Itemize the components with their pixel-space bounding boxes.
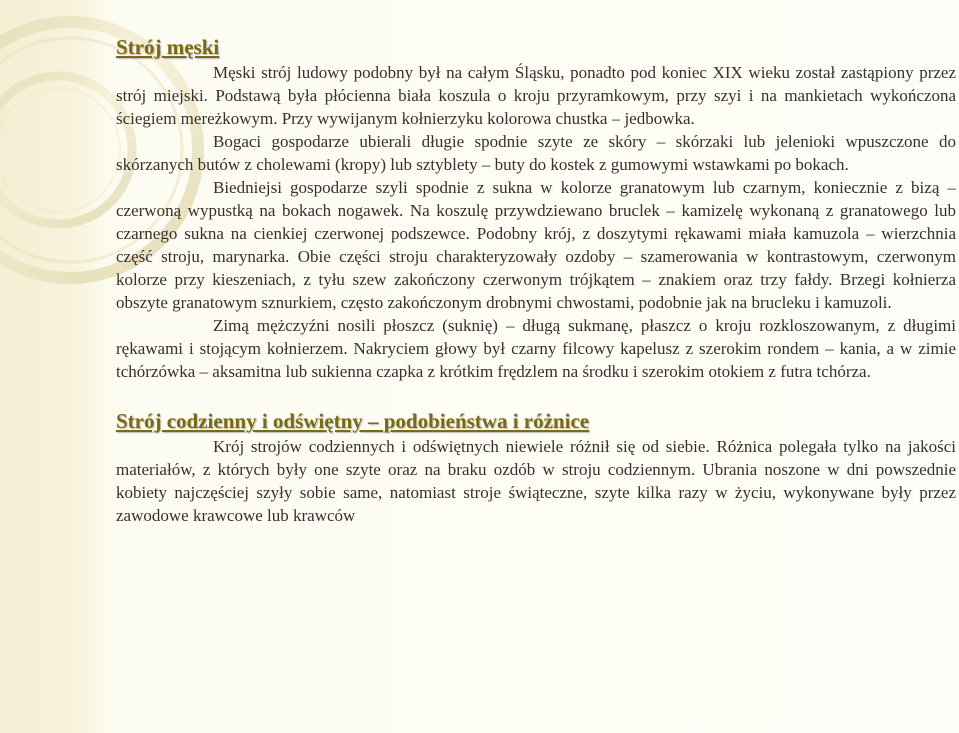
section-heading-everyday-festive: Strój codzienny i odświętny – podobieństwa i różnice bbox=[116, 409, 590, 433]
paragraph: Biedniejsi gospodarze szyli spodnie z sukna w kolorze granatowym lub czarnym, koniecznie z bizą – czerwoną wypustką na bokach nogawek. Na koszulę przywdziewano bruclek – kamizelę wykonaną z granatowego lub czarnego sukna na cienkiej czerwonej podszewce. Podobny krój, z doszytymi rękawami miała kamuzola – wierzchnia część stroju, marynarka. Obie części stroju charakteryzowały ozdoby – szamerowania w kontrastowym, czerwonym kolorze przy kieszeniach, z tyłu szew zakończony czerwonym trójkątem – znakiem oraz trzy fałdy. Brzegi kołnierza obszyte granatowym sznurkiem, często zakończonym drobnymi chwostami, podobnie jak na brucleku i kamuzoli. bbox=[116, 178, 956, 312]
slide-content bbox=[116, 33, 956, 527]
paragraph: Bogaci gospodarze ubierali długie spodnie szyte ze skóry – skórzaki lub jelenioki wpuszczone do skórzanych butów z cholewami (kropy) lub sztyblety – buty do kostek z gumowymi wstawkami po bokach. bbox=[116, 132, 956, 174]
section-heading-mens-costume: Strój męski bbox=[116, 35, 220, 59]
paragraph: Krój strojów codziennych i odświętnych niewiele różnił się od siebie. Różnica polegała tylko na jakości materiałów, z których były one szyte oraz na braku ozdób w stroju codziennym. Ubrania noszone w dni powszednie kobiety najczęściej szyły sobie same, natomiast stroje świąteczne, szyte kilka razy w życiu, wykonywane były przez zawodowe krawcowe lub krawców bbox=[116, 437, 956, 525]
paragraph: Męski strój ludowy podobny był na całym Śląsku, ponadto pod koniec XIX wieku został zastąpiony przez strój miejski. Podstawą była płócienna biała koszula o kroju przyramkowym, przy szyi i na mankietach wykończona ściegiem mereżkowym. Przy wywijanym kołnierzyku kolorowa chustka – jedbowka. bbox=[116, 63, 956, 128]
paragraph: Zimą mężczyźni nosili płoszcz (suknię) – długą sukmanę, płaszcz o kroju rozkloszowanym, z długimi rękawami i stojącym kołnierzem. Nakryciem głowy był czarny filcowy kapelusz z szerokim rondem – kania, a w zimie tchórzówka – aksamitna lub sukienna czapka z krótkim frędzlem na środku i szerokim otokiem z futra tchórza. bbox=[116, 316, 956, 381]
